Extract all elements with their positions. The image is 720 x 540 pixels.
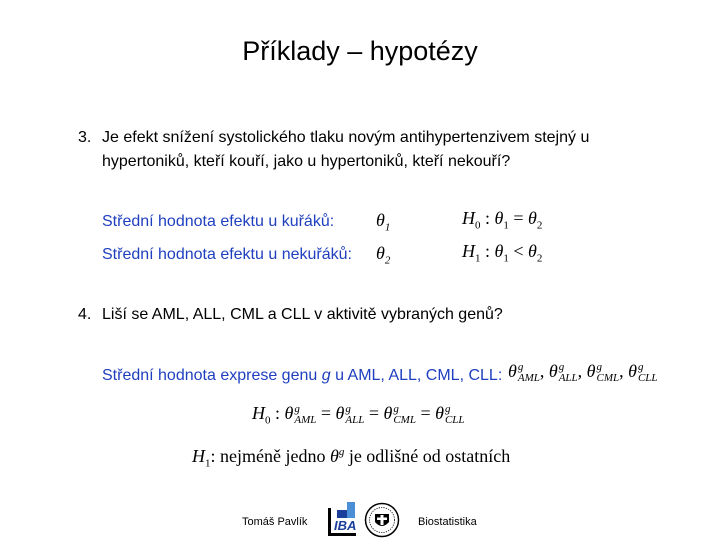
h1-tail: je odlišné od ostatních [348, 446, 511, 466]
h1-text: : nejméně jedno [210, 446, 326, 466]
h1-equation-q3: $H_1$ : $\theta_1 < \theta_2$ [462, 241, 543, 265]
q3-text-line1: Je efekt snížení systolického tlaku novým antihypertenzivem stejný u [102, 129, 590, 146]
university-seal-icon [364, 502, 400, 538]
footer-subject: Biostatistika [418, 516, 477, 528]
h0-equation-q4: $H_0$ : θ g AML = θ g ALL = θ g CML = θ g CLL [252, 402, 465, 427]
theta2-symbol: $\theta_2$ [376, 243, 391, 267]
q4-text-line1: Liší se AML, ALL, CML a CLL v aktivitě vybraných genů? [102, 306, 503, 323]
effect-smokers-label: Střední hodnota efektu u kuřáků: [102, 213, 335, 230]
expression-prefix: Střední hodnota exprese genu [102, 367, 322, 384]
h0-equation-q3: $H_0$ : $\theta_1 = \theta_2$ [462, 208, 543, 232]
footer-author: Tomáš Pavlík [242, 516, 308, 528]
iba-logo-text: IBA [334, 518, 357, 533]
effect-nonsmokers-label: Střední hodnota efektu u nekuřáků: [102, 246, 352, 263]
iba-logo [328, 508, 356, 536]
expression-suffix: u AML, ALL, CML, CLL: [330, 367, 503, 384]
q3-text-line2: hypertoniků, kteří kouří, jako u hypertoniků, kteří nekouří? [102, 153, 511, 170]
gene-symbol: g [321, 367, 331, 384]
q4-number: 4. [78, 306, 92, 323]
h1-equation-q4: $H_1$: nejméně jedno $\theta^g$ je odlišné od ostatních [192, 446, 511, 470]
theta1-symbol: $\theta_1$ [376, 210, 391, 234]
page-title: Příklady – hypotézy [242, 36, 478, 66]
expression-label [102, 364, 502, 388]
q3-number: 3. [78, 129, 92, 146]
theta-group-symbols: θ g AML , θ g ALL , θ g CML , θ g CLL [508, 360, 658, 384]
